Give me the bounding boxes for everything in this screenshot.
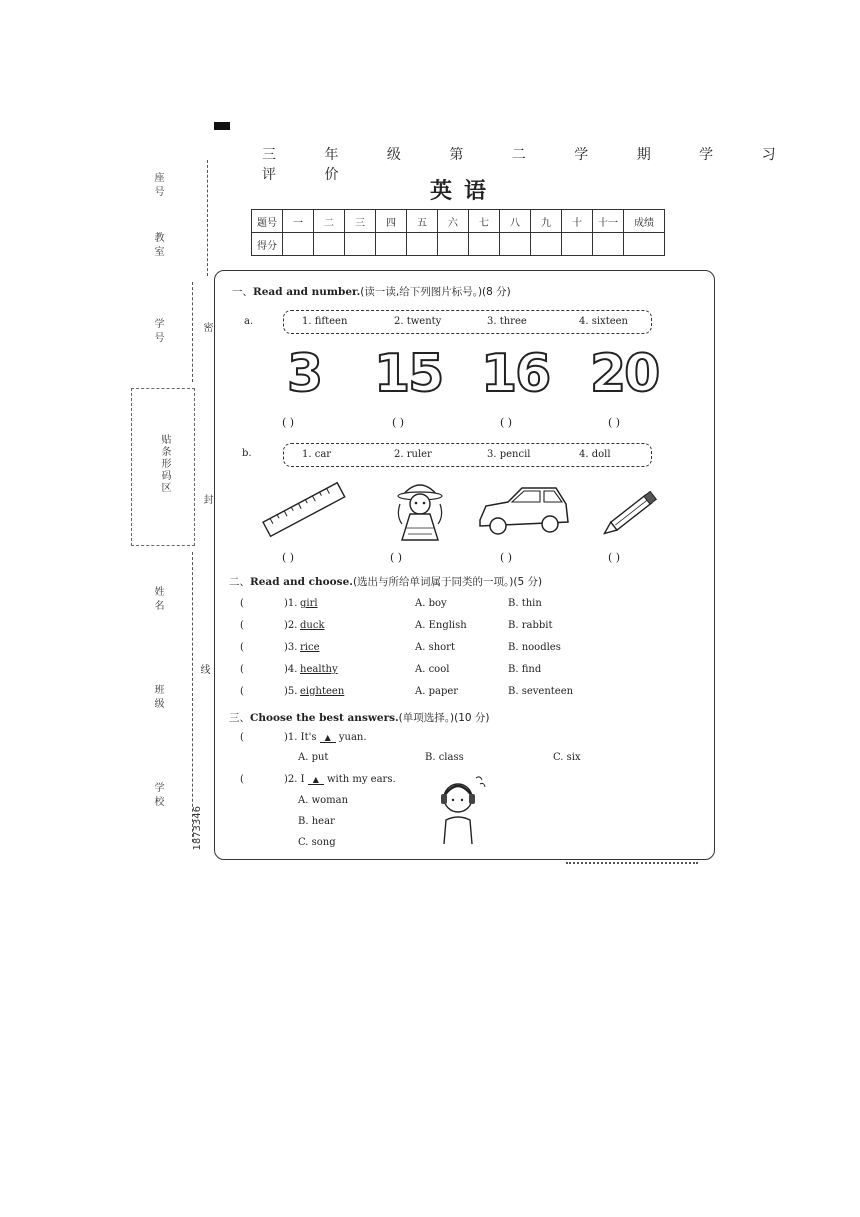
option-a[interactable]: A. English bbox=[415, 620, 467, 631]
exam-title: 三 年 级 第 二 学 期 学 习 评 价 bbox=[262, 147, 798, 183]
option-a[interactable]: A. paper bbox=[415, 686, 459, 697]
section3-heading: 三、Choose the best answers.(单项选择。)(10 分) bbox=[229, 712, 490, 724]
target-word: healthy bbox=[300, 664, 338, 675]
number-20-picture: 20 bbox=[590, 344, 659, 404]
word-option: 3. pencil bbox=[487, 449, 531, 460]
target-word: rice bbox=[300, 642, 320, 653]
number-15-picture: 15 bbox=[374, 344, 443, 404]
seal-char: 封 bbox=[201, 494, 212, 508]
score-table bbox=[251, 209, 665, 256]
section2-heading: 二、Read and choose.(选出与所给单词属于同类的一项。)(5 分) bbox=[229, 576, 543, 588]
question-row: ( bbox=[240, 620, 244, 631]
score-header-cell: 二 bbox=[314, 210, 345, 233]
boy-headphones-picture bbox=[432, 772, 492, 846]
word-option: 4. sixteen bbox=[579, 316, 628, 327]
ruler-picture bbox=[258, 480, 348, 540]
target-word: duck bbox=[300, 620, 325, 631]
option-b[interactable]: B. seventeen bbox=[508, 686, 574, 697]
seal-line bbox=[192, 282, 193, 382]
option-b[interactable]: B. thin bbox=[508, 598, 542, 609]
target-word: eighteen bbox=[300, 686, 345, 697]
score-row-label: 得分 bbox=[252, 233, 283, 256]
blank-marker[interactable]: ▲ bbox=[320, 733, 336, 743]
answer-blank[interactable]: ( ) bbox=[500, 416, 513, 429]
score-cell[interactable] bbox=[314, 233, 345, 256]
question-number: )4. bbox=[284, 664, 298, 675]
score-cell[interactable] bbox=[407, 233, 438, 256]
option-a[interactable]: A. boy bbox=[415, 598, 447, 609]
word-option: 2. ruler bbox=[394, 449, 432, 460]
score-header-cell: 五 bbox=[407, 210, 438, 233]
score-cell[interactable] bbox=[469, 233, 500, 256]
score-header-cell: 六 bbox=[438, 210, 469, 233]
question-number: )3. bbox=[284, 642, 298, 653]
option-b[interactable]: B. rabbit bbox=[508, 620, 553, 631]
answer-blank[interactable]: ( ) bbox=[282, 416, 295, 429]
question-row: ( bbox=[240, 664, 244, 675]
score-cell[interactable] bbox=[624, 233, 665, 256]
score-header-cell: 十 bbox=[562, 210, 593, 233]
seal-line bbox=[192, 552, 193, 842]
pencil-picture bbox=[596, 486, 666, 542]
option-c[interactable]: C. six bbox=[553, 752, 581, 763]
target-word: girl bbox=[300, 598, 318, 609]
word-option: 4. doll bbox=[579, 449, 611, 460]
score-header-cell: 三 bbox=[345, 210, 376, 233]
score-header-cell: 四 bbox=[376, 210, 407, 233]
score-cell[interactable] bbox=[562, 233, 593, 256]
score-header-cell: 七 bbox=[469, 210, 500, 233]
score-cell[interactable] bbox=[376, 233, 407, 256]
score-header-cell: 成绩 bbox=[624, 210, 665, 233]
answer-blank[interactable]: ( ) bbox=[608, 551, 621, 564]
answer-blank[interactable]: ( ) bbox=[390, 551, 403, 564]
number-3-picture: 3 bbox=[287, 344, 322, 404]
question-row: ( bbox=[240, 642, 244, 653]
option-a[interactable]: A. woman bbox=[298, 795, 349, 806]
word-option: 1. fifteen bbox=[302, 316, 348, 327]
score-header-cell: 十一 bbox=[593, 210, 624, 233]
doll-picture bbox=[388, 474, 452, 546]
question-number: )1. bbox=[284, 598, 298, 609]
subject-title: 英语 bbox=[430, 178, 499, 204]
page-edge-line bbox=[566, 862, 698, 864]
name-label: 姓名 bbox=[152, 586, 163, 614]
barcode-label: 贴条形码区 bbox=[159, 434, 170, 494]
score-header-cell: 九 bbox=[531, 210, 562, 233]
corner-mark bbox=[214, 122, 230, 130]
option-a[interactable]: A. cool bbox=[415, 664, 450, 675]
answer-blank[interactable]: ( ) bbox=[500, 551, 513, 564]
word-option: 2. twenty bbox=[394, 316, 442, 327]
word-bank-b bbox=[283, 443, 652, 467]
answer-blank[interactable]: ( ) bbox=[282, 551, 295, 564]
question-row: ( bbox=[240, 598, 244, 609]
score-header-cell: 一 bbox=[283, 210, 314, 233]
answer-blank[interactable]: ( ) bbox=[608, 416, 621, 429]
class-label: 班级 bbox=[152, 684, 163, 712]
question-row: ( bbox=[240, 774, 244, 785]
score-cell[interactable] bbox=[438, 233, 469, 256]
option-a[interactable]: A. put bbox=[298, 752, 329, 763]
blank-marker[interactable]: ▲ bbox=[308, 775, 324, 785]
score-header-cell: 题号 bbox=[252, 210, 283, 233]
classroom-label: 教室 bbox=[152, 232, 163, 260]
option-b[interactable]: B. class bbox=[425, 752, 464, 763]
question-number: )5. bbox=[284, 686, 298, 697]
part-b-label: b. bbox=[242, 448, 252, 459]
score-cell[interactable] bbox=[593, 233, 624, 256]
word-bank-a bbox=[283, 310, 652, 334]
score-header-cell: 八 bbox=[500, 210, 531, 233]
score-cell[interactable] bbox=[345, 233, 376, 256]
question-number: )2. bbox=[284, 620, 298, 631]
score-cell[interactable] bbox=[500, 233, 531, 256]
question-row: ( bbox=[240, 732, 244, 743]
seat-number-label: 座号 bbox=[152, 172, 163, 200]
student-id-label: 学号 bbox=[152, 318, 163, 346]
score-cell[interactable] bbox=[283, 233, 314, 256]
car-picture bbox=[474, 482, 572, 542]
section1-heading: 一、Read and number.(读一读,给下列图片标号。)(8 分) bbox=[232, 286, 511, 298]
option-b[interactable]: B. find bbox=[508, 664, 542, 675]
word-option: 1. car bbox=[302, 449, 332, 460]
option-c[interactable]: C. song bbox=[298, 837, 336, 848]
option-b[interactable]: B. hear bbox=[298, 816, 335, 827]
seal-char: 线 bbox=[198, 664, 209, 678]
part-a-label: a. bbox=[244, 316, 254, 327]
answer-blank[interactable]: ( ) bbox=[392, 416, 405, 429]
number-16-picture: 16 bbox=[481, 344, 550, 404]
school-label: 学校 bbox=[152, 782, 163, 810]
seal-char: 密 bbox=[201, 322, 212, 336]
paper-code: 1873346 bbox=[192, 806, 203, 851]
option-a[interactable]: A. short bbox=[415, 642, 455, 653]
seal-line bbox=[207, 160, 208, 276]
question-2: )2. I ▲ with my ears. bbox=[284, 774, 396, 785]
option-b[interactable]: B. noodles bbox=[508, 642, 561, 653]
question-1: )1. It's ▲ yuan. bbox=[284, 732, 367, 743]
word-option: 3. three bbox=[487, 316, 527, 327]
score-cell[interactable] bbox=[531, 233, 562, 256]
question-row: ( bbox=[240, 686, 244, 697]
